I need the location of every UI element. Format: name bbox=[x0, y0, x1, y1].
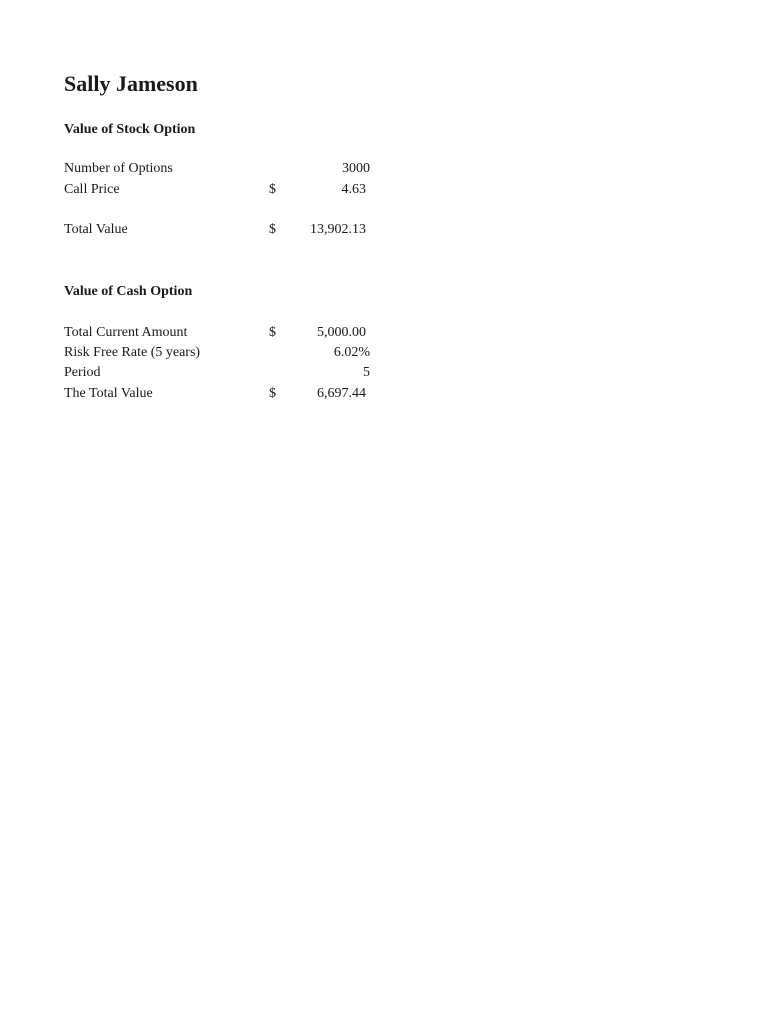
row-currency: $ bbox=[269, 222, 276, 237]
row-value: 4.63 bbox=[341, 182, 366, 197]
page-title: Sally Jameson bbox=[64, 71, 198, 96]
row-label: Risk Free Rate (5 years) bbox=[64, 345, 201, 360]
row-the-total-value bbox=[64, 384, 384, 404]
row-number-of-options bbox=[64, 159, 384, 179]
stock-section-heading: Value of Stock Option bbox=[64, 122, 196, 137]
row-value: 6.02% bbox=[333, 345, 370, 360]
row-total-current-amount bbox=[64, 323, 384, 343]
row-value: 3000 bbox=[342, 161, 370, 176]
row-risk-free-rate bbox=[64, 343, 384, 363]
row-value: 5 bbox=[363, 365, 370, 380]
row-label: Total Value bbox=[64, 222, 128, 237]
cash-section-heading: Value of Cash Option bbox=[64, 284, 193, 299]
row-total-value bbox=[64, 220, 384, 240]
row-value: 5,000.00 bbox=[317, 325, 366, 340]
row-period bbox=[64, 363, 384, 383]
row-value: 6,697.44 bbox=[317, 386, 366, 401]
row-currency: $ bbox=[269, 182, 276, 197]
row-currency: $ bbox=[269, 386, 276, 401]
row-label: Total Current Amount bbox=[64, 325, 188, 340]
row-label: Number of Options bbox=[64, 161, 173, 176]
row-label: Call Price bbox=[64, 182, 120, 197]
row-label: The Total Value bbox=[64, 386, 153, 401]
row-label: Period bbox=[64, 365, 101, 380]
row-value: 13,902.13 bbox=[310, 222, 366, 237]
row-call-price bbox=[64, 180, 384, 200]
row-currency: $ bbox=[269, 325, 276, 340]
